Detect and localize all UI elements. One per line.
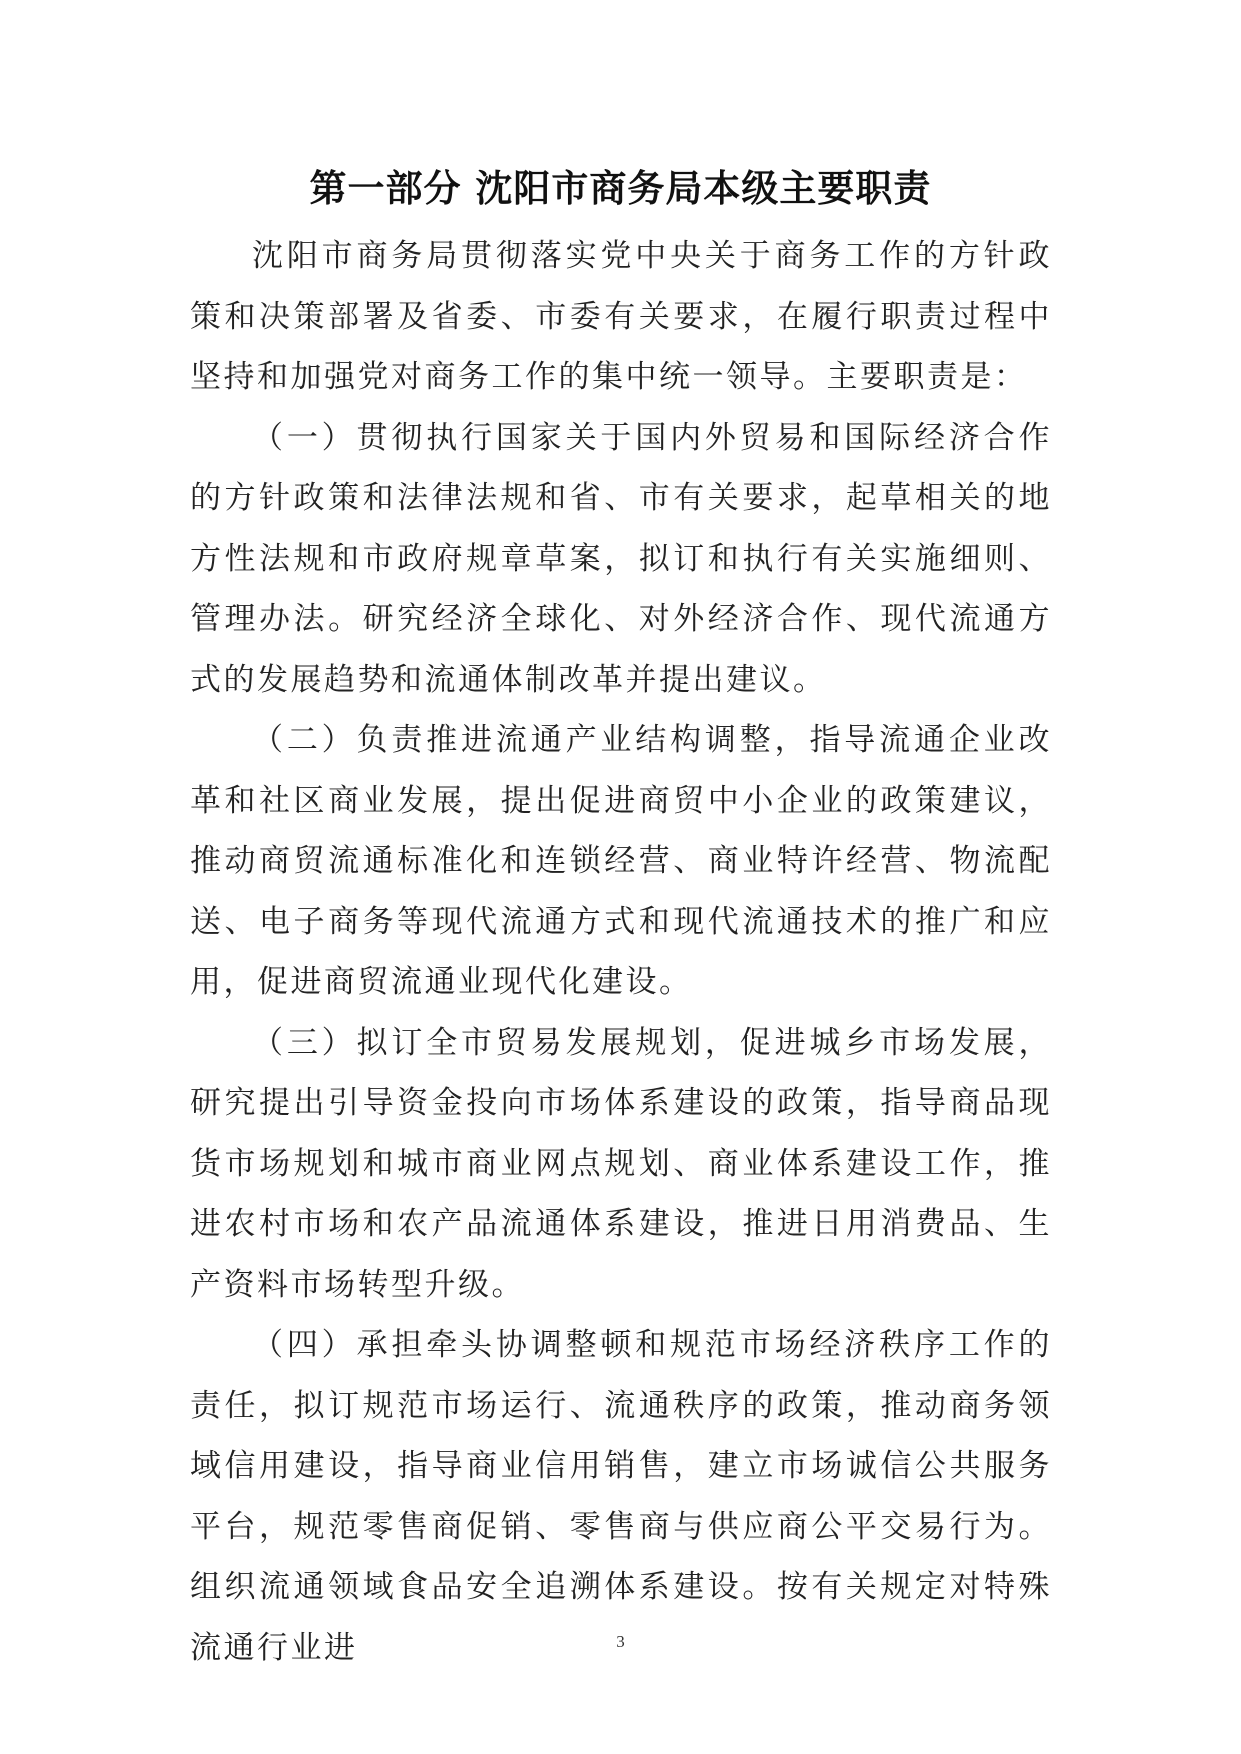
paragraph-intro: 沈阳市商务局贯彻落实党中央关于商务工作的方针政策和决策部署及省委、市委有关要求，在履行职责过程中坚持和加强党对商务工作的集中统一领导。主要职责是：	[190, 238, 1052, 395]
paragraph-duty-3: （三）拟订全市贸易发展规划，促进城乡市场发展，研究提出引导资金投向市场体系建设的政策，指导商品现货市场规划和城市商业网点规划、商业体系建设工作，推进农村市场和农产品流通体系建设，推进日用消费品、生产资料市场转型升级。	[190, 1024, 1052, 1303]
page-number: 3	[616, 1632, 625, 1651]
paragraph-duty-2: （二）负责推进流通产业结构调整，指导流通企业改革和社区商业发展，提出促进商贸中小企业的政策建议，推动商贸流通标准化和连锁经营、商业特许经营、物流配送、电子商务等现代流通方式和现代流通技术的推广和应用，促进商贸流通业现代化建设。	[190, 722, 1052, 1000]
paragraph-duty-4: （四）承担牵头协调整顿和规范市场经济秩序工作的责任，拟订规范市场运行、流通秩序的政策，推动商务领域信用建设，指导商业信用销售，建立市场诚信公共服务平台，规范零售商促销、零售商与供应商公平交易行为。组织流通领域食品安全追溯体系建设。按有关规定对特殊流通行业进	[190, 1327, 1052, 1666]
body-text	[190, 226, 1052, 1678]
section-title: 第一部分 沈阳市商务局本级主要职责	[309, 167, 932, 210]
paragraph-duty-1: （一）贯彻执行国家关于国内外贸易和国际经济合作的方针政策和法律法规和省、市有关要求，起草相关的地方性法规和市政府规章草案，拟订和执行有关实施细则、管理办法。研究经济全球化、对外经济合作、现代流通方式的发展趋势和流通体制改革并提出建议。	[190, 419, 1052, 698]
